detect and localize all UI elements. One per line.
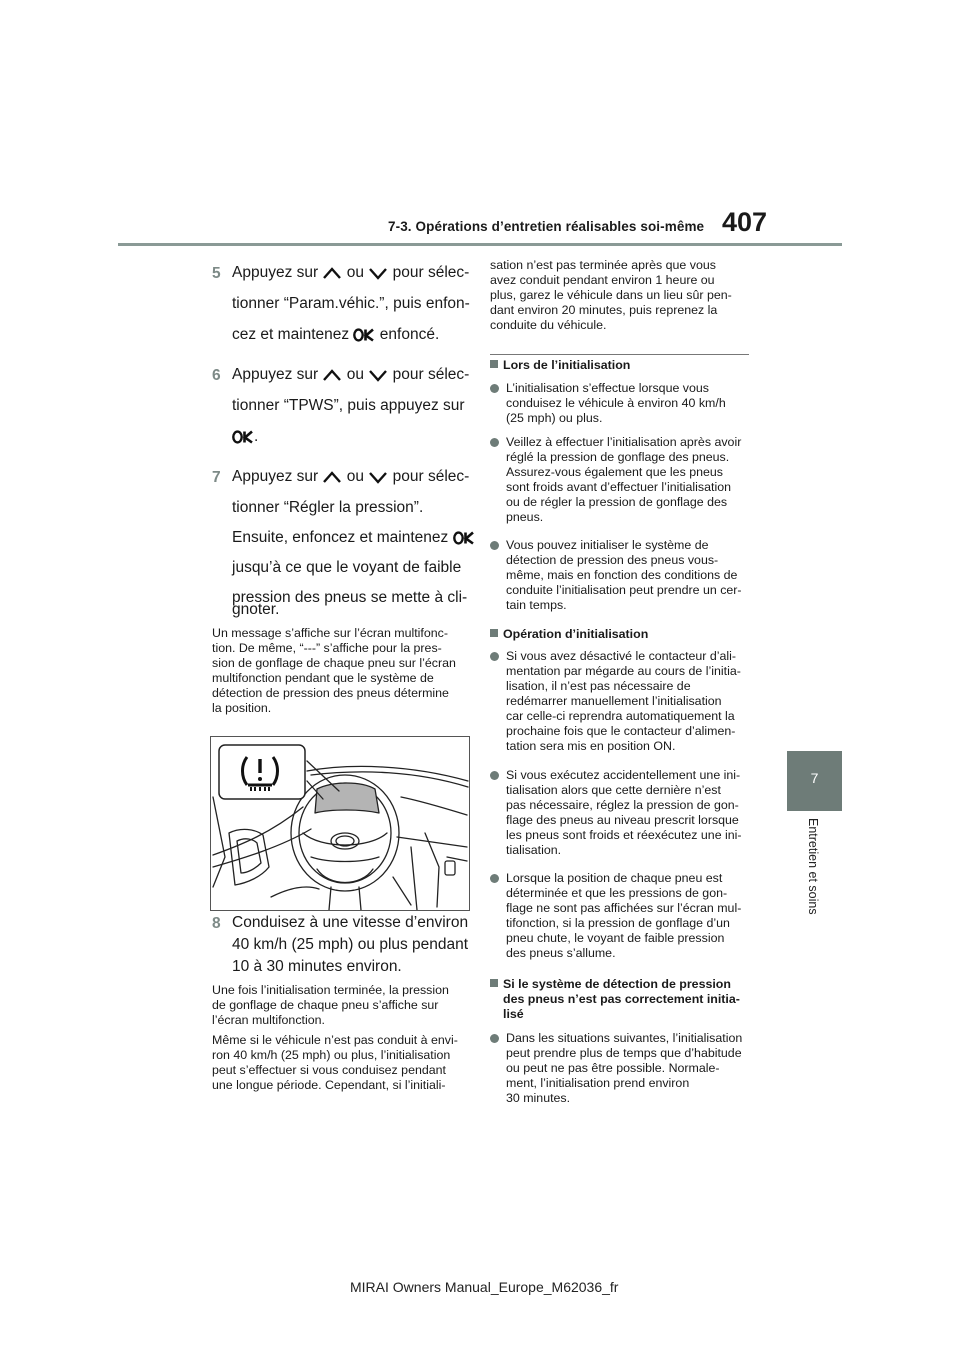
step-text: Appuyez sur bbox=[232, 264, 323, 281]
square-bullet-icon bbox=[490, 629, 498, 637]
intro-line: conduite du véhicule. bbox=[490, 318, 607, 332]
chapter-title-text: Entretien et soins bbox=[806, 818, 820, 915]
section-heading bbox=[490, 977, 731, 992]
bullet-text: 30 minutes. bbox=[506, 1091, 571, 1105]
step-text: ou bbox=[346, 366, 365, 383]
step-text: pour sélec- bbox=[392, 366, 470, 383]
bullet-text: pneu chute, le voyant de faible pression bbox=[506, 931, 725, 945]
note-line: sion de gonflage de chaque pneu sur l’écran bbox=[212, 656, 456, 670]
bullet-dot-icon bbox=[490, 384, 499, 393]
chapter-number: 7 bbox=[810, 770, 819, 786]
bullet-text: Si vous avez désactivé le contacteur d’ali- bbox=[506, 649, 737, 663]
bullet-dot-icon bbox=[490, 874, 499, 883]
note-line: ron 40 km/h (25 mph) ou plus, l’initialisation bbox=[212, 1048, 451, 1062]
page-number: 407 bbox=[722, 207, 768, 237]
bullet-dot-icon bbox=[490, 652, 499, 661]
dashboard-drawing bbox=[211, 737, 469, 910]
bullet-text: Dans les situations suivantes, l’initialisation bbox=[506, 1031, 743, 1045]
bullet-text: tialisation alors que cette dernière n’est bbox=[506, 783, 721, 797]
bullet-text: détection de pression des pneus vous- bbox=[506, 553, 719, 567]
step-text: pour sélec- bbox=[392, 264, 470, 281]
bullet-text: même, mais en fonction des conditions de bbox=[506, 568, 738, 582]
step-text: Ensuite, enfoncez et maintenez bbox=[232, 529, 449, 546]
bullet-text: L’initialisation s’effectue lorsque vous bbox=[506, 381, 709, 395]
intro-line: plus, garez le véhicule dans un lieu sûr pen- bbox=[490, 288, 732, 302]
intro-line: sation n’est pas terminée après que vous bbox=[490, 258, 716, 272]
bullet-text: peut prendre plus de temps que d’habitude bbox=[506, 1046, 742, 1060]
step-line bbox=[232, 469, 469, 485]
intro-line: avez conduit pendant environ 1 heure ou bbox=[490, 273, 715, 287]
step-text: pour sélec- bbox=[392, 468, 470, 485]
bullet-dot-icon bbox=[490, 1034, 499, 1043]
step-line: 10 à 30 minutes environ. bbox=[232, 958, 402, 975]
bullet-text: ment, l’initialisation prend environ bbox=[506, 1076, 690, 1090]
note-line: Un message s’affiche sur l’écran multifonc- bbox=[212, 626, 448, 640]
step-text: Appuyez sur bbox=[232, 468, 323, 485]
dashboard-illustration bbox=[210, 736, 470, 911]
step-line: tionner “Régler la pression”. bbox=[232, 499, 424, 516]
bullet-text: prochaine fois que le contacteur d’alimen- bbox=[506, 724, 736, 738]
bullet-text: Vous pouvez initialiser le système de bbox=[506, 538, 709, 552]
chevron-up-icon bbox=[322, 266, 342, 280]
step-line bbox=[232, 367, 469, 383]
bullet-text: Lorsque la position de chaque pneu est bbox=[506, 871, 723, 885]
bullet-text: lisation, il n’est pas nécessaire de bbox=[506, 679, 691, 693]
chevron-up-icon bbox=[322, 470, 342, 484]
footer-doc-id: MIRAI Owners Manual_Europe_M62036_fr bbox=[350, 1279, 619, 1295]
bullet-text: flage ne sont pas affichées sur l’écran mul- bbox=[506, 901, 742, 915]
step-number: 8 bbox=[212, 915, 221, 932]
section-title: 7-3. Opérations d’entretien réalisables soi-même bbox=[388, 219, 705, 234]
section-heading-text: Lors de l’initialisation bbox=[503, 358, 631, 372]
section-divider bbox=[490, 354, 749, 355]
chapter-title bbox=[800, 818, 820, 938]
bullet-text: flage des pneus au niveau prescrit lorsque bbox=[506, 813, 739, 827]
note-line: détection de pression des pneus détermine bbox=[212, 686, 449, 700]
bullet-dot-icon bbox=[490, 438, 499, 447]
intro-line: dant environ 20 minutes, puis reprenez la bbox=[490, 303, 718, 317]
step-line: tionner “Param.véhic.”, puis enfon- bbox=[232, 295, 470, 312]
bullet-dot-icon bbox=[490, 771, 499, 780]
step-line: gnoter. bbox=[232, 601, 280, 618]
bullet-text: tain temps. bbox=[506, 598, 567, 612]
bullet-dot-icon bbox=[490, 541, 499, 550]
step-line: pression des pneus se mette à cli- bbox=[232, 589, 468, 606]
bullet-text: redémarrer manuellement l’initialisation bbox=[506, 694, 722, 708]
ok-button-icon bbox=[353, 328, 375, 342]
step-line bbox=[232, 265, 469, 281]
bullet-text: ou peut ne pas être possible. Normale- bbox=[506, 1061, 720, 1075]
step-text: . bbox=[254, 428, 259, 445]
step-number: 6 bbox=[212, 367, 221, 384]
note-line: multifonction pendant que le système de bbox=[212, 671, 434, 685]
section-heading bbox=[490, 627, 648, 642]
bullet-text: Assurez-vous également que les pneus bbox=[506, 465, 723, 479]
step-line: 40 km/h (25 mph) ou plus pendant bbox=[232, 936, 469, 953]
bullet-text: réglé la pression de gonflage des pneus. bbox=[506, 450, 730, 464]
note-line: une longue période. Cependant, si l’initiali- bbox=[212, 1078, 446, 1092]
step-line: Conduisez à une vitesse d’environ bbox=[232, 914, 469, 931]
note-line: Même si le véhicule n’est pas conduit à envi- bbox=[212, 1033, 458, 1047]
bullet-text: pas nécessaire, réglez la pression de gon- bbox=[506, 798, 739, 812]
bullet-text: car celle-ci reprendra automatiquement la bbox=[506, 709, 735, 723]
step-text: cez et maintenez bbox=[232, 326, 354, 343]
note-line: la position. bbox=[212, 701, 272, 715]
step-text: ou bbox=[346, 264, 365, 281]
bullet-text: ou de régler la pression de gonflage des bbox=[506, 495, 728, 509]
note-line: tion. De même, “---” s’affiche pour la pres- bbox=[212, 641, 442, 655]
bullet-text: Veillez à effectuer l’initialisation après avoir bbox=[506, 435, 742, 449]
bullet-text: Si vous exécutez accidentellement une ini- bbox=[506, 768, 741, 782]
bullet-text: déterminée et que les pressions de gon- bbox=[506, 886, 728, 900]
note-line: l’écran multifonction. bbox=[212, 1013, 325, 1027]
ok-button-icon bbox=[232, 430, 254, 444]
section-heading bbox=[490, 358, 630, 373]
step-line: jusqu’à ce que le voyant de faible bbox=[232, 559, 462, 576]
square-bullet-icon bbox=[490, 360, 498, 368]
section-heading: des pneus n’est pas correctement initia- bbox=[503, 992, 740, 1006]
step-number: 7 bbox=[212, 469, 221, 486]
section-heading: lisé bbox=[503, 1007, 524, 1021]
step-line: tionner “TPWS”, puis appuyez sur bbox=[232, 397, 465, 414]
bullet-text: tation sera mis en position ON. bbox=[506, 739, 676, 753]
chevron-up-icon bbox=[322, 368, 342, 382]
step-line bbox=[232, 530, 475, 546]
step-text: Appuyez sur bbox=[232, 366, 323, 383]
note-line: peut s’effectuer si vous conduisez pendant bbox=[212, 1063, 446, 1077]
section-heading-text: Si le système de détection de pression bbox=[503, 977, 731, 991]
chevron-down-icon bbox=[368, 470, 388, 484]
note-line: Une fois l’initialisation terminée, la pression bbox=[212, 983, 449, 997]
bullet-text: tifonction, si la pression de gonflage d’un bbox=[506, 916, 730, 930]
chevron-down-icon bbox=[368, 266, 388, 280]
step-line bbox=[232, 327, 439, 343]
step-text: enfoncé. bbox=[379, 326, 440, 343]
bullet-text: les pneus sont froids et réexécutez une ini- bbox=[506, 828, 742, 842]
ok-button-icon bbox=[453, 531, 475, 545]
section-heading-text: Opération d’initialisation bbox=[503, 627, 649, 641]
bullet-text: tialisation. bbox=[506, 843, 562, 857]
step-line bbox=[232, 429, 258, 445]
bullet-text: mentation par mégarde au cours de l’initia- bbox=[506, 664, 741, 678]
square-bullet-icon bbox=[490, 979, 498, 987]
note-line: de gonflage de chaque pneu s’affiche sur bbox=[212, 998, 439, 1012]
step-number: 5 bbox=[212, 265, 221, 282]
header-rule bbox=[118, 243, 842, 246]
bullet-text: conduite l’initialisation peut prendre un cer- bbox=[506, 583, 742, 597]
bullet-text: pneus. bbox=[506, 510, 544, 524]
bullet-text: (25 mph) ou plus. bbox=[506, 411, 603, 425]
chevron-down-icon bbox=[368, 368, 388, 382]
bullet-text: conduisez le véhicule à environ 40 km/h bbox=[506, 396, 726, 410]
step-text: ou bbox=[346, 468, 365, 485]
bullet-text: sont froids avant d’effectuer l’initialisation bbox=[506, 480, 731, 494]
bullet-text: des pneus s’allume. bbox=[506, 946, 616, 960]
